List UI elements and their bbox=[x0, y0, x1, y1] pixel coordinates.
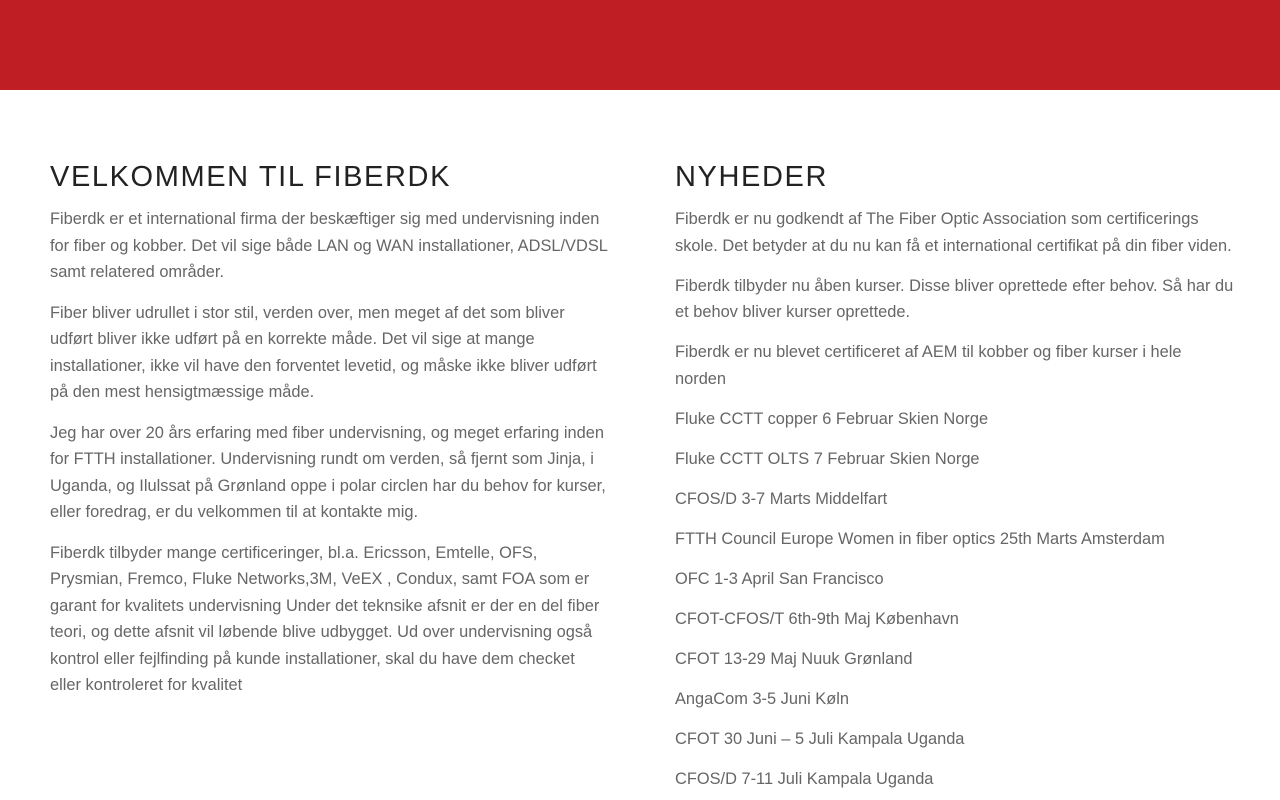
news-item: OFC 1-3 April San Francisco bbox=[675, 569, 884, 588]
news-item: CFOS/D 7-11 Juli Kampala Uganda bbox=[675, 769, 934, 788]
news-title: NYHEDER bbox=[675, 161, 828, 193]
news-item: Fluke CCTT OLTS 7 Februar Skien Norge bbox=[675, 449, 980, 468]
news-item: CFOT 13-29 Maj Nuuk Grønland bbox=[675, 649, 913, 668]
news-item: Fluke CCTT copper 6 Februar Skien Norge bbox=[675, 409, 989, 428]
welcome-paragraph: Jeg har over 20 års erfaring med fiber undervisning, og meget erfaring inden for FTTH installationer. Undervisning rundt om verden, så fjernt som Jinja, i Uganda, og Ilulssat på Grønland oppe i polar circlen har du behov for kurser, eller foredrag, er du velkommen til at kontakte mig. bbox=[50, 423, 606, 521]
news-item: Fiberdk tilbyder nu åben kurser. Disse bliver oprettede efter behov. Så har du et behov bliver kurser oprettede. bbox=[675, 276, 1234, 321]
welcome-paragraph: Fiberdk tilbyder mange certificeringer, bl.a. Ericsson, Emtelle, OFS, Prysmian, Fremco, Fluke Networks,3M, VeEX , Condux, samt FOA som er garant for kvalitets undervisning Under det teknsike afsnit er der en del fiber teori, og dette afsnit vil løbende blive udbygget. Ud over undervisning også kontrol eller fejlfinding på kunde installationer, skal du have dem checket eller kontroleret for kvalitet bbox=[50, 543, 600, 694]
welcome-paragraph: Fiber bliver udrullet i stor stil, verden over, men meget af det som bliver udført bliver ikke udført på en korrekte måde. Det vil sige at mange installationer, ikke vil have den forventet levetid, og måske ikke bliver udført på den mest hensigtmæssige måde. bbox=[50, 303, 597, 401]
welcome-title: VELKOMMEN TIL FIBERDK bbox=[50, 161, 452, 193]
news-item: Fiberdk er nu blevet certificeret af AEM til kobber og fiber kurser i hele norden bbox=[675, 343, 1182, 388]
welcome-section bbox=[50, 160, 610, 713]
news-item: CFOT-CFOS/T 6th-9th Maj København bbox=[675, 609, 959, 628]
header-bar bbox=[0, 0, 1280, 90]
news-item: FTTH Council Europe Women in fiber optics 25th Marts Amsterdam bbox=[675, 529, 1165, 548]
news-item: CFOS/D 3-7 Marts Middelfart bbox=[675, 489, 888, 508]
news-item: Fiberdk er nu godkendt af The Fiber Optic Association som certificerings skole. Det betyder at du nu kan få et international certifikat på din fiber viden. bbox=[675, 210, 1232, 255]
welcome-paragraph: Fiberdk er et international firma der beskæftiger sig med undervisning inden for fiber og kobber. Det vil sige både LAN og WAN installationer, ADSL/VDSL samt relatered områder. bbox=[50, 210, 608, 281]
news-section bbox=[675, 160, 1235, 800]
news-item: AngaCom 3-5 Juni Køln bbox=[675, 689, 850, 708]
news-item: CFOT 30 Juni – 5 Juli Kampala Uganda bbox=[675, 729, 965, 748]
